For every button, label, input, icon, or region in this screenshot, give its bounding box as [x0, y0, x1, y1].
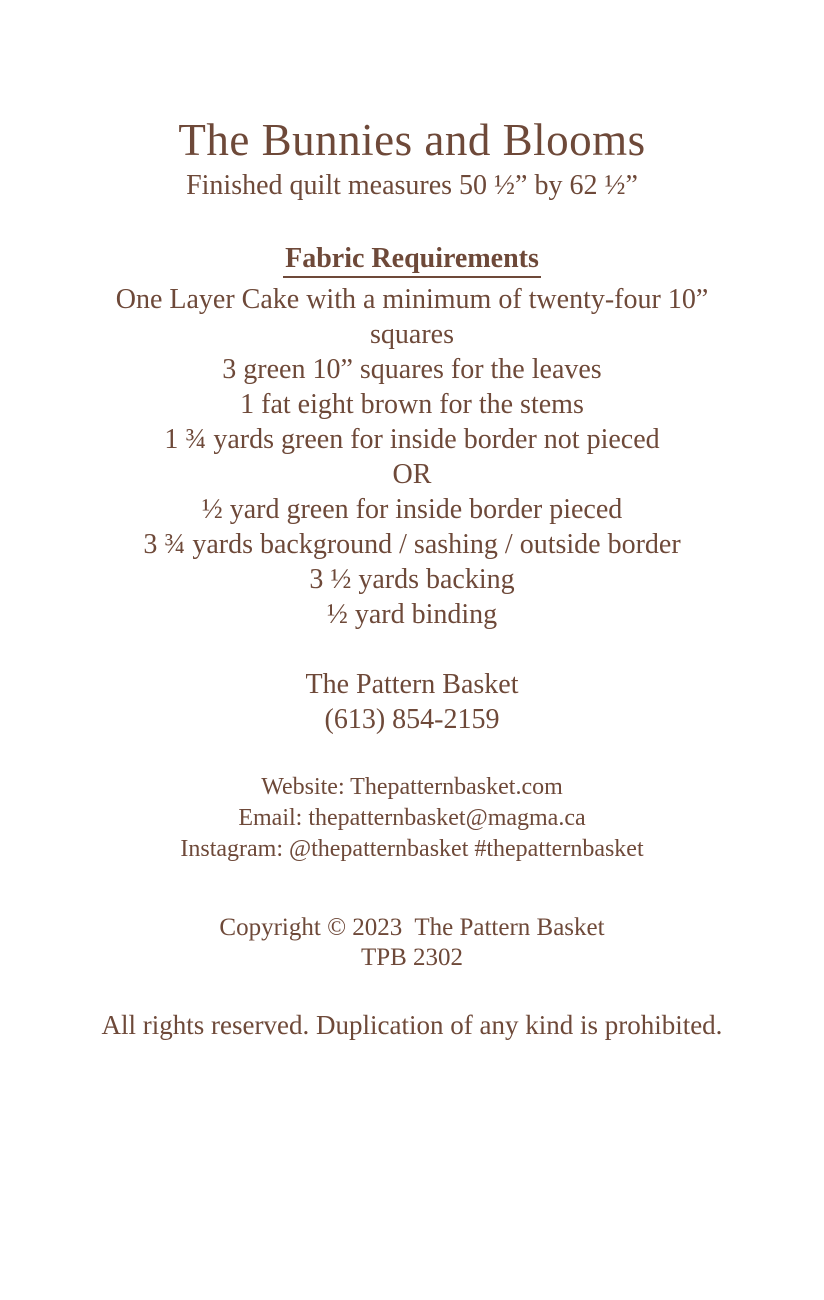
pattern-number: TPB 2302 — [360, 944, 464, 971]
fabric-requirements-section — [0, 243, 824, 632]
fabric-requirement-line: 3 ¾ yards background / sashing / outside border — [143, 529, 681, 560]
fabric-requirement-line: squares — [370, 319, 454, 350]
publisher-phone: (613) 854-2159 — [324, 704, 500, 735]
fabric-requirement-line: 1 fat eight brown for the stems — [240, 389, 584, 420]
fabric-requirements-heading: Fabric Requirements — [283, 243, 541, 278]
rights-notice: All rights reserved. Duplication of any kind is prohibited. — [101, 1010, 723, 1040]
contact-section — [0, 772, 824, 865]
fabric-requirement-line: One Layer Cake with a minimum of twenty-four 10” — [115, 284, 709, 315]
fabric-requirement-line: ½ yard green for inside border pieced — [201, 494, 623, 525]
fabric-requirements-heading-row — [0, 243, 824, 278]
quilt-size-subtitle: Finished quilt measures 50 ½” by 62 ½” — [186, 170, 638, 201]
copyright-section — [0, 913, 824, 973]
fabric-requirement-line: ½ yard binding — [326, 599, 498, 630]
page-title: The Bunnies and Blooms — [178, 115, 646, 165]
publisher-name: The Pattern Basket — [305, 669, 519, 700]
copyright-line: Copyright © 2023 The Pattern Basket — [219, 914, 605, 941]
email-line: Email: thepatternbasket@magma.ca — [238, 805, 586, 831]
instagram-line: Instagram: @thepatternbasket #thepatternbasket — [180, 836, 644, 862]
website-line: Website: Thepatternbasket.com — [261, 774, 563, 800]
publisher-section — [0, 667, 824, 737]
fabric-requirement-line: 1 ¾ yards green for inside border not pieced — [164, 424, 660, 455]
fabric-requirement-or-separator: OR — [392, 459, 432, 490]
fabric-requirements-list — [0, 282, 824, 632]
fabric-requirement-line: 3 ½ yards backing — [309, 564, 515, 595]
fabric-requirement-line: 3 green 10” squares for the leaves — [222, 354, 602, 385]
